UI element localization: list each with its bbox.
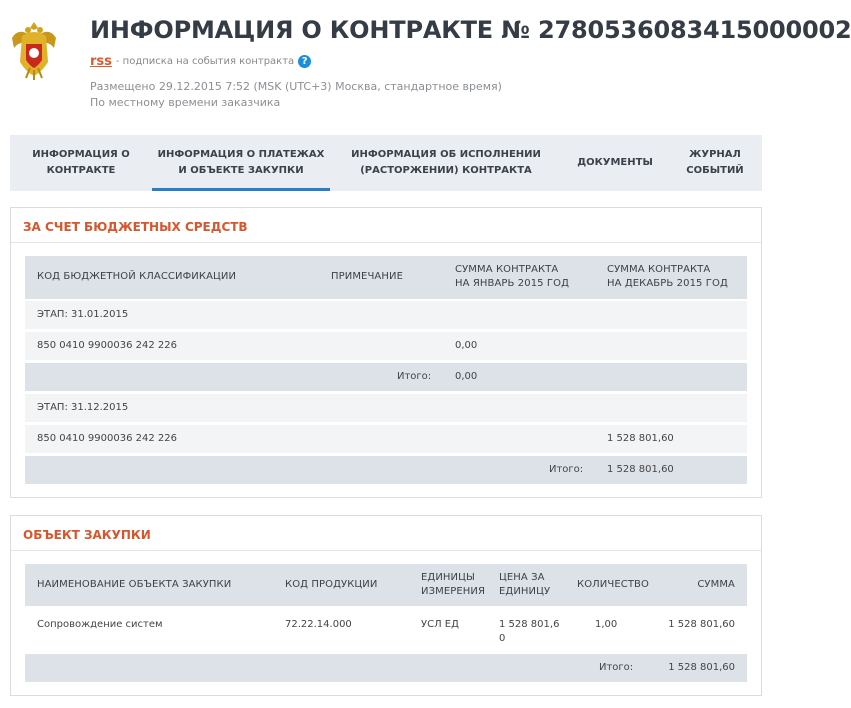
- total-label: Итого:: [397, 371, 432, 382]
- col-qty: КОЛИЧЕСТВО: [577, 579, 649, 590]
- item-unit: УСЛ ЕД: [421, 619, 459, 630]
- table-row: [25, 609, 747, 651]
- rss-subtitle: - подписка на события контракта: [115, 55, 295, 67]
- col-jan: СУММА КОНТРАКТА НА ЯНВАРЬ 2015 ГОД: [455, 264, 569, 289]
- col-unit: ЕДИНИЦЫ ИЗМЕРЕНИЯ: [421, 572, 486, 597]
- tab-contract-info[interactable]: ИНФОРМАЦИЯ О КОНТРАКТЕ: [32, 149, 130, 176]
- tab-documents[interactable]: ДОКУМЕНТЫ: [577, 157, 653, 168]
- tab-bar: [10, 135, 762, 191]
- total-value: 0,00: [455, 371, 478, 382]
- col-sum: СУММА: [697, 579, 735, 590]
- tab-event-log[interactable]: ЖУРНАЛ СОБЫТИЙ: [686, 149, 744, 176]
- tab-payments-and-purchase[interactable]: ИНФОРМАЦИЯ О ПЛАТЕЖАХ И ОБЪЕКТЕ ЗАКУПКИ: [152, 135, 330, 191]
- total-label: Итого:: [599, 662, 634, 673]
- item-code: 72.22.14.000: [285, 619, 352, 630]
- total-value: 1 528 801,60: [607, 464, 674, 475]
- jan-value: 0,00: [455, 340, 478, 351]
- dec-value: 1 528 801,60: [607, 433, 674, 444]
- col-name: НАИМЕНОВАНИЕ ОБЪЕКТА ЗАКУПКИ: [37, 579, 232, 590]
- divider: [11, 242, 761, 243]
- col-kbk: КОД БЮДЖЕТНОЙ КЛАССИФИКАЦИИ: [37, 271, 237, 282]
- purchase-object-panel: [10, 515, 762, 696]
- total-row: [25, 456, 747, 484]
- purchase-table-header: [25, 564, 747, 606]
- page-header: [0, 0, 851, 130]
- total-row: [25, 654, 747, 682]
- total-value: 1 528 801,60: [668, 662, 735, 673]
- tab-execution-info[interactable]: ИНФОРМАЦИЯ ОБ ИСПОЛНЕНИИ (РАСТОРЖЕНИИ) КОНТРАКТА: [351, 149, 541, 176]
- stage-row: [25, 301, 747, 329]
- col-code: КОД ПРОДУКЦИИ: [285, 579, 378, 590]
- total-row: [25, 363, 747, 391]
- stage-row: [25, 394, 747, 422]
- col-dec: СУММА КОНТРАКТА НА ДЕКАБРЬ 2015 ГОД: [607, 264, 728, 289]
- budget-funds-panel: [10, 207, 762, 498]
- kbk-value: 850 0410 9900036 242 226: [37, 433, 177, 444]
- col-price: ЦЕНА ЗА ЕДИНИЦУ: [499, 572, 551, 597]
- page-title: ИНФОРМАЦИЯ О КОНТРАКТЕ № 2780536083415000002: [90, 16, 851, 44]
- purchase-panel-title: ОБЪЕКТ ЗАКУПКИ: [23, 528, 151, 542]
- local-time-note: По местному времени заказчика: [90, 96, 281, 109]
- col-note: ПРИМЕЧАНИЕ: [331, 271, 403, 282]
- kbk-value: 850 0410 9900036 242 226: [37, 340, 177, 351]
- russian-coat-of-arms-icon: [8, 18, 60, 84]
- table-row: [25, 332, 747, 360]
- item-price: 1 528 801,6 0: [499, 619, 560, 644]
- rss-link[interactable]: rss: [90, 53, 112, 69]
- total-label: Итого:: [549, 464, 584, 475]
- item-qty: 1,00: [595, 619, 618, 630]
- table-row: [25, 425, 747, 453]
- question-circle-icon[interactable]: ?: [298, 55, 311, 68]
- item-sum: 1 528 801,60: [668, 619, 735, 630]
- budget-table-header: [25, 256, 747, 299]
- stage-label: ЭТАП: 31.01.2015: [37, 309, 129, 320]
- item-name: Сопровождение систем: [37, 619, 163, 630]
- stage-label: ЭТАП: 31.12.2015: [37, 402, 129, 413]
- budget-panel-title: ЗА СЧЕТ БЮДЖЕТНЫХ СРЕДСТВ: [23, 220, 248, 234]
- posted-date: Размещено 29.12.2015 7:52 (MSK (UTC+3) Москва, стандартное время): [90, 80, 502, 93]
- rss-subscription: [90, 53, 311, 69]
- divider: [11, 550, 761, 551]
